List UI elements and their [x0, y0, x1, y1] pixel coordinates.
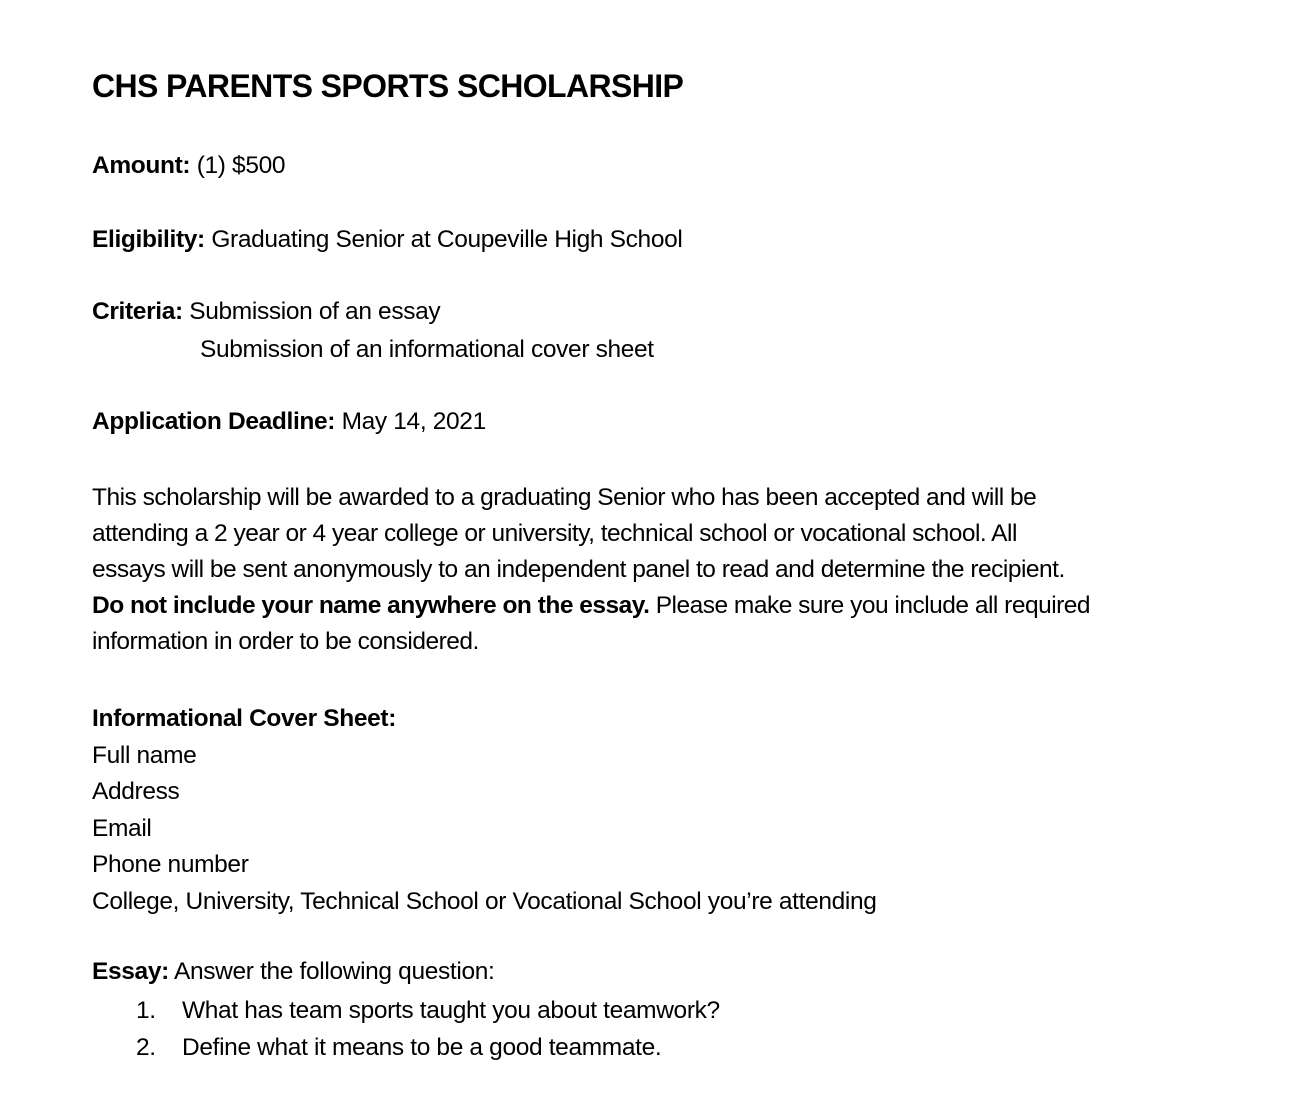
cover-sheet-section — [92, 701, 877, 921]
description-line: attending a 2 year or 4 year college or university, technical school or vocational school. All — [92, 520, 1017, 547]
anonymity-notice: Do not include your name anywhere on the essay. — [92, 592, 650, 619]
essay-label: Essay: — [92, 958, 169, 985]
essay-row — [92, 958, 494, 986]
essay-intro: Answer the following question: — [168, 958, 495, 985]
cover-sheet-field: Phone number — [92, 851, 249, 879]
question-number: 2. — [136, 1034, 156, 1061]
criteria-row — [92, 298, 440, 326]
criteria-item: Submission of an informational cover sheet — [200, 336, 654, 363]
cover-sheet-heading: Informational Cover Sheet: — [92, 705, 397, 732]
criteria-label: Criteria: — [92, 298, 183, 325]
eligibility-row — [92, 226, 682, 254]
question-text: What has team sports taught you about teamwork? — [182, 997, 720, 1024]
description-line — [92, 588, 1272, 624]
essay-question — [136, 992, 720, 1029]
description-line: This scholarship will be awarded to a graduating Senior who has been accepted and will be — [92, 484, 1037, 511]
eligibility-label: Eligibility: — [92, 226, 205, 253]
amount-label: Amount: — [92, 152, 191, 179]
deadline-row — [92, 408, 486, 436]
description-line: essays will be sent anonymously to an independent panel to read and determine the recipient. — [92, 556, 1065, 583]
description-line: information in order to be considered. — [92, 628, 479, 655]
amount-row — [92, 152, 285, 180]
criteria-item: Submission of an essay — [182, 298, 441, 325]
cover-sheet-field: Email — [92, 814, 152, 842]
eligibility-value: Graduating Senior at Coupeville High School — [204, 226, 683, 253]
essay-question — [136, 1029, 720, 1066]
amount-value: (1) $500 — [190, 152, 286, 179]
question-text: Define what it means to be a good teammate. — [182, 1034, 662, 1061]
question-number: 1. — [136, 997, 156, 1024]
cover-sheet-field: College, University, Technical School or Vocational School you’re attending — [92, 887, 877, 915]
deadline-value: May 14, 2021 — [335, 408, 486, 435]
document-title: CHS PARENTS SPORTS SCHOLARSHIP — [92, 68, 684, 104]
essay-questions-list — [136, 992, 720, 1066]
cover-sheet-field: Full name — [92, 741, 197, 769]
cover-sheet-field: Address — [92, 778, 180, 806]
description-paragraph — [92, 480, 1272, 660]
description-text: Please make sure you include all required — [649, 592, 1091, 619]
deadline-label: Application Deadline: — [92, 408, 336, 435]
